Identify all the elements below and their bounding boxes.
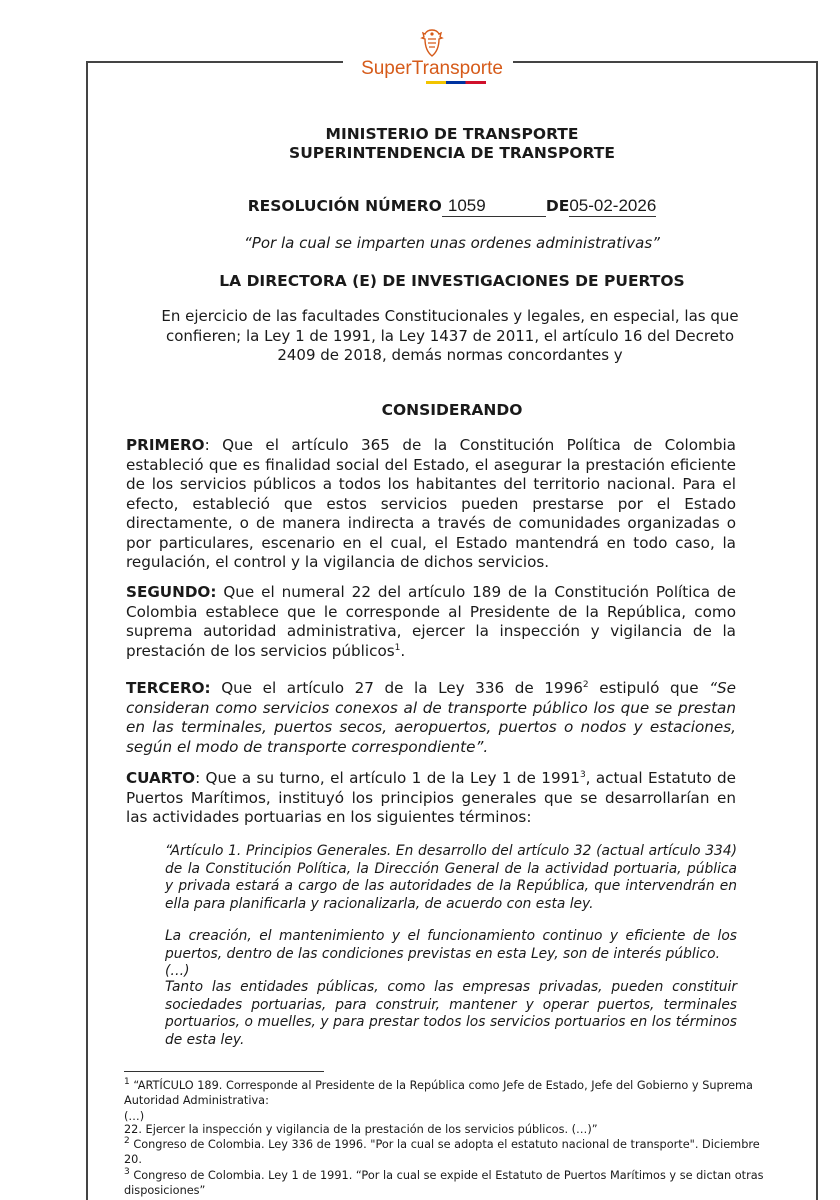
footnote-3-number: 3 bbox=[124, 1167, 130, 1178]
footnote-ref-2: 2 bbox=[582, 679, 589, 690]
supertransporte-logo bbox=[352, 28, 512, 84]
coat-of-arms-icon bbox=[419, 28, 445, 58]
segundo-text: Que el numeral 22 del artículo 189 de la Constitución Política de Colombia establece que le corresponde al Presidente de la República, como suprema autoridad administrativa, ejercer la inspección y vigilancia de la prestación de los servicios públicos bbox=[126, 583, 736, 660]
tercero-label: TERCERO: bbox=[126, 679, 211, 697]
paragraph-primero bbox=[126, 436, 736, 573]
resolution-subject: “Por la cual se imparten unas ordenes administrativas” bbox=[244, 234, 660, 252]
tercero-text2: estipuló que bbox=[588, 679, 710, 697]
cuarto-text: : Que a su turno, el artículo 1 de la Ley 1 de 1991 bbox=[195, 769, 580, 787]
footnote-1-item: 22. Ejercer la inspección y vigilancia de la prestación de los servicios públicos. (…)” bbox=[124, 1123, 598, 1136]
considerando-heading: CONSIDERANDO bbox=[381, 401, 523, 419]
resolution-label: RESOLUCIÓN NÚMERO bbox=[247, 197, 442, 215]
director-title: LA DIRECTORA (E) DE INVESTIGACIONES DE PUERTOS bbox=[219, 272, 685, 290]
resolution-line bbox=[88, 196, 816, 217]
cuarto-label: CUARTO bbox=[126, 769, 196, 787]
resolution-number: 1059 bbox=[442, 196, 546, 217]
footnote-1-text: “ARTÍCULO 189. Corresponde al Presidente de la República como Jefe de Estado, Jefe del Gobierno y Suprema Autoridad Administrativa: bbox=[124, 1079, 753, 1107]
cuarto-text2: , actual Estatuto de Puertos Marítimos, instituyó los principios generales que se desarrollarían en las actividades portuarias en los siguientes términos: bbox=[126, 769, 736, 826]
paragraph-segundo bbox=[126, 583, 736, 661]
quote-tanto: Tanto las entidades públicas, como las empresas privadas, pueden constituir sociedades portuarias, para construir, mantener y operar puertos, terminales portuarios, o muelles, y para prestar todos los servicios portuarios en los términos de esta ley. bbox=[165, 979, 737, 1048]
footnote-1-ellipsis: (…) bbox=[124, 1110, 145, 1123]
footnote-ref-3: 3 bbox=[579, 769, 586, 780]
resolution-de-label: DE bbox=[545, 197, 570, 215]
footnote-separator bbox=[124, 1071, 324, 1072]
footnote-2 bbox=[124, 1138, 764, 1168]
footnote-2-text: Congreso de Colombia. Ley 336 de 1996. "Por la cual se adopta el estatuto nacional de transporte". Diciembre 20. bbox=[124, 1138, 760, 1166]
primero-text: : Que el artículo 365 de la Constitución Política de Colombia estableció que es finalidad social del Estado, el asegurar la prestación eficiente de los servicios públicos a todos los habitantes del territorio nacional. Para el efecto, estableció que estos servicios pueden prestarse por el Estado directamente, o de manera indirecta a través de comunidades organizadas o por particulares, escenario en el cual, el Estado mantendrá en todo caso, la regulación, el control y la vigilancia de dichos servicios. bbox=[126, 436, 736, 571]
header-superintendency: SUPERINTENDENCIA DE TRANSPORTE bbox=[289, 144, 615, 162]
footnote-ref-1: 1 bbox=[394, 642, 401, 653]
page-frame-right bbox=[816, 61, 818, 1200]
quote-creacion: La creación, el mantenimiento y el funcionamiento continuo y eficiente de los puertos, dentro de las condiciones previstas en esta Ley, son de interés público. bbox=[165, 928, 737, 962]
footnote-3 bbox=[124, 1169, 764, 1199]
legal-basis: En ejercicio de las facultades Constitucionales y legales, en especial, las que confieren; la Ley 1 de 1991, la Ley 1437 de 2011, el artículo 16 del Decreto 2409 de 2018, demás normas concordantes y bbox=[161, 307, 739, 364]
quote-articulo-1: “Artículo 1. Principios Generales. En desarrollo del artículo 32 (actual artículo 334) de la Constitución Política, la Dirección General de la actividad portuaria, pública y privada estará a cargo de las autoridades de la República, que intervendrán en ella para planificarla y racionalizarla, de acuerdo con esta ley. bbox=[165, 843, 737, 912]
logo-text: SuperTransporte bbox=[361, 58, 503, 79]
footnote-3-text: Congreso de Colombia. Ley 1 de 1991. “Por la cual se expide el Estatuto de Puertos Marítimos y se dictan otras disposiciones” bbox=[124, 1169, 764, 1197]
footnote-2-number: 2 bbox=[124, 1136, 130, 1147]
resolution-date: 05-02-2026 bbox=[569, 196, 657, 215]
tercero-quote: “Se consideran como servicios conexos al de transporte público los que se prestan en las terminales, puertos secos, aeropuertos, puertos o nodos y estaciones, según el modo de transporte correspondiente”. bbox=[126, 679, 736, 756]
footnote-1-number: 1 bbox=[124, 1077, 130, 1088]
paragraph-tercero bbox=[126, 679, 736, 757]
flag-stripe bbox=[426, 81, 486, 84]
page-frame-left bbox=[86, 61, 88, 1200]
segundo-end: . bbox=[400, 641, 406, 660]
tercero-text: Que el artículo 27 de la Ley 336 de 1996 bbox=[210, 679, 583, 697]
header-ministry: MINISTERIO DE TRANSPORTE bbox=[325, 125, 579, 143]
segundo-label: SEGUNDO: bbox=[126, 583, 217, 601]
primero-label: PRIMERO bbox=[126, 436, 205, 454]
footnote-1 bbox=[124, 1079, 764, 1109]
paragraph-cuarto bbox=[126, 769, 736, 828]
quote-ellipsis: (…) bbox=[165, 963, 190, 979]
